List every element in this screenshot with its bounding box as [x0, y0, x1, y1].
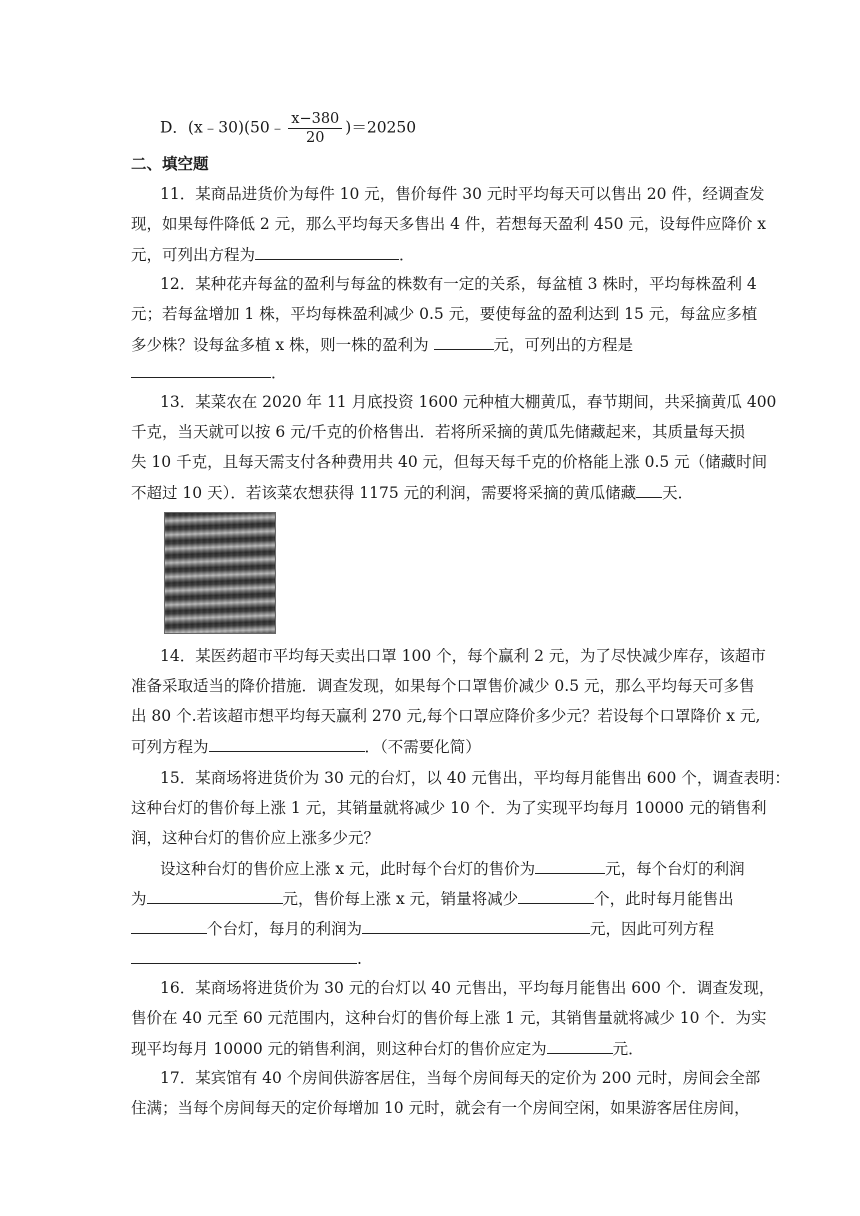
option-d-suffix: )＝20250: [345, 118, 417, 137]
q15-text-mid: 个台灯，每月的利润为: [207, 920, 363, 938]
q15-text-mid: 元，每个台灯的利润: [605, 860, 745, 878]
q11-text-end: ．: [399, 246, 415, 264]
q15-line-2: 这种台灯的售价每上涨 1 元，其销量就将减少 10 个．为了实现平均每月 10000 元的销售利: [131, 799, 767, 817]
q15-line-5: [131, 888, 734, 909]
q16-line-3: [131, 1038, 644, 1059]
q13-line-3: 失 10 千克，且每天需支付各种费用共 40 元，但每天每千克的价格能上涨 0.5 元（储藏时间: [131, 453, 768, 471]
q15-line-6: [131, 918, 714, 939]
q12-line-4: [131, 362, 287, 383]
q17-line-2: 住满；当每个房间每天的定价每增加 10 元时，就会有一个房间空闲，如果游客居住房间，: [131, 1099, 750, 1117]
q13-line-1: 13．某菜农在 2020 年 11 月底投资 1600 元种植大棚黄瓜，春节期间，共采摘黄瓜 400: [160, 393, 777, 411]
q16-text-end: 元．: [612, 1040, 644, 1058]
q14-line-2: 准备采取适当的降价措施．调查发现，如果每个口罩售价减少 0.5 元，那么平均每天可多售: [131, 677, 755, 695]
q13-text-end: 天．: [662, 484, 694, 502]
answer-blank[interactable]: [362, 918, 590, 934]
q15-text-mid: 元，因此可列方程: [590, 920, 715, 938]
q15-text: 为: [131, 890, 147, 908]
cucumber-photo: [164, 512, 276, 634]
q13-text: 不超过 10 天）．若该菜农想获得 1175 元的利润，需要将采摘的黄瓜储藏: [131, 484, 637, 502]
answer-blank[interactable]: [131, 918, 207, 934]
answer-blank[interactable]: [209, 736, 365, 752]
fraction-numerator: x−380: [288, 110, 342, 129]
fraction: [288, 110, 342, 147]
q16-line-2: 售价在 40 元至 60 元范围内，这种台灯的售价每上涨 1 元，其销售量就将减少 10 个．为实: [131, 1009, 767, 1027]
answer-blank[interactable]: [131, 362, 271, 378]
q12-text: 多少株？设每盆多植 x 株，则一株的盈利为: [131, 336, 434, 354]
q11-line-1: 11．某商品进货价为每件 10 元，售价每件 30 元时平均每天可以售出 20 件，经调查发: [160, 185, 765, 203]
option-d-prefix: D．(x﹣30)(50﹣: [160, 118, 286, 137]
answer-blank[interactable]: [255, 244, 399, 260]
q11-line-2: 现，如果每件降低 2 元，那么平均每天多售出 4 件，若想每天盈利 450 元，设每件应降价 x: [131, 215, 767, 233]
q14-text-end: ．（不需要化简）: [364, 738, 481, 756]
answer-blank[interactable]: [535, 858, 605, 874]
answer-blank[interactable]: [547, 1038, 613, 1054]
q16-line-1: 16．某商场将进货价为 30 元的台灯以 40 元售出，平均每月能售出 600 个．调查发现，: [160, 979, 775, 997]
answer-blank[interactable]: [131, 948, 357, 964]
q16-text: 现平均每月 10000 元的销售利润，则这种台灯的售价应定为: [131, 1040, 547, 1058]
q13-line-4: [131, 482, 693, 503]
q13-line-2: 千克，当天就可以按 6 元/千克的价格售出．若将所采摘的黄瓜先储藏起来，其质量每天损: [131, 423, 745, 441]
q12-line-2: 元；若每盆增加 1 株，平均每株盈利减少 0.5 元，要使每盆的盈利达到 15 元，每盆应多植: [131, 305, 758, 323]
answer-blank[interactable]: [434, 334, 494, 350]
fraction-denominator: 20: [306, 130, 325, 146]
q15-text-mid: 元，售价每上涨 x 元，销量将减少: [282, 890, 519, 908]
q11-line-3: [131, 244, 415, 265]
answer-blank[interactable]: [518, 888, 594, 904]
q12-text-mid: 元，可列出的方程是: [493, 336, 634, 354]
q15-line-1: 15．某商场将进货价为 30 元的台灯，以 40 元售出，平均每月能售出 600 个，调查表明：: [160, 769, 790, 787]
q12-line-1: 12．某种花卉每盆的盈利与每盆的株数有一定的关系，每盆植 3 株时，平均每株盈利 4: [160, 275, 757, 293]
q12-text-end: ．: [271, 364, 287, 382]
option-d: [160, 110, 416, 147]
q15-text-mid: 个，此时每月能售出: [594, 890, 734, 908]
answer-blank[interactable]: [636, 482, 662, 498]
answer-blank[interactable]: [147, 888, 283, 904]
q11-text: 元，可列出方程为: [131, 246, 256, 264]
q14-text: 可列方程为: [131, 738, 209, 756]
q14-line-1: 14．某医药超市平均每天卖出口罩 100 个，每个赢利 2 元，为了尽快减少库存，该超市: [160, 647, 766, 665]
q15-line-7: [131, 948, 362, 969]
q15-text-end: .: [357, 950, 362, 968]
q12-line-3: [131, 334, 633, 355]
q17-line-1: 17．某宾馆有 40 个房间供游客居住，当每个房间每天的定价为 200 元时，房间会全部: [160, 1069, 761, 1087]
q15-line-3: 润，这种台灯的售价应上涨多少元？: [131, 829, 380, 847]
q15-text: 设这种台灯的售价应上涨 x 元，此时每个台灯的售价为: [160, 860, 536, 878]
q14-line-3: 出 80 个.若该超市想平均每天赢利 270 元,每个口罩应降价多少元？若设每个口罩降价 x 元,: [131, 707, 761, 725]
q14-line-4: [131, 736, 481, 757]
q15-line-4: [160, 858, 745, 879]
section-title: 二、填空题: [131, 154, 209, 173]
